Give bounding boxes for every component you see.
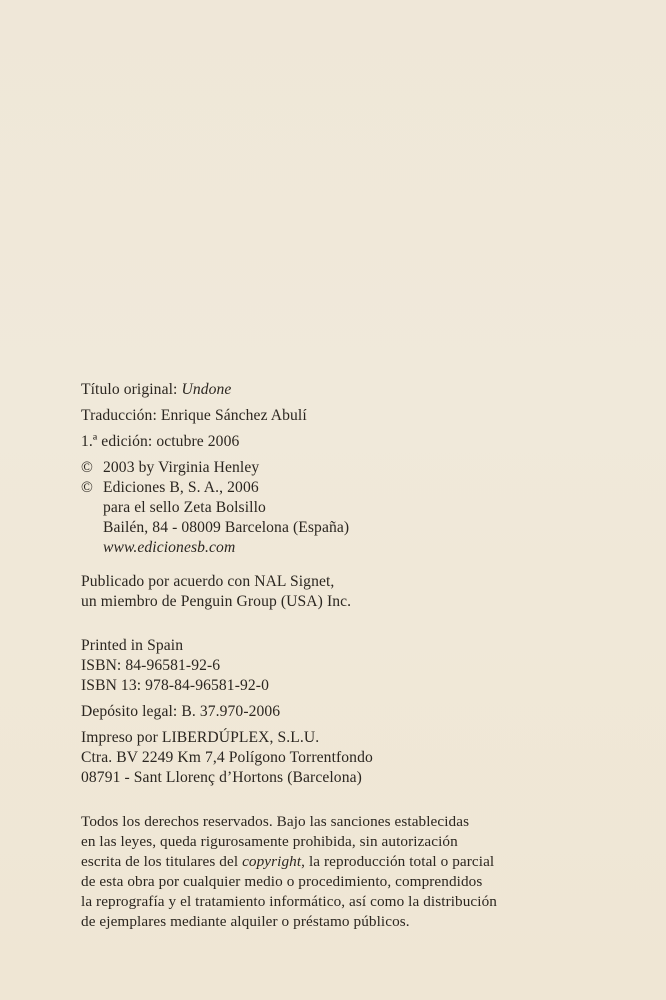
rights-line bbox=[81, 852, 641, 872]
rights-text: escrita de los titulares del bbox=[81, 853, 243, 870]
isbn: ISBN: 84-96581-92-6 bbox=[81, 657, 221, 674]
rights-line: de esta obra por cualquier medio o procedimiento, comprendidos bbox=[81, 873, 483, 890]
website-text: www.edicionesb.com bbox=[103, 539, 236, 556]
publisher-address: Bailén, 84 - 08009 Barcelona (España) bbox=[103, 519, 350, 536]
agreement-line-1: Publicado por acuerdo con NAL Signet, bbox=[81, 573, 335, 590]
original-title-label: Título original: bbox=[81, 381, 182, 398]
printer-line-1: Impreso por LIBERDÚPLEX, S.L.U. bbox=[81, 729, 320, 746]
rights-line: la reprografía y el tratamiento informático, así como la distribución bbox=[81, 893, 497, 910]
original-title bbox=[81, 380, 641, 400]
copyright-page bbox=[81, 380, 641, 932]
imprint-line: para el sello Zeta Bolsillo bbox=[103, 499, 266, 516]
rights-line: en las leyes, queda rigurosamente prohibida, sin autorización bbox=[81, 833, 458, 850]
rights-line: Todos los derechos reservados. Bajo las sanciones establecidas bbox=[81, 813, 470, 830]
agreement-line-2: un miembro de Penguin Group (USA) Inc. bbox=[81, 593, 352, 610]
copyright-symbol: © bbox=[81, 479, 93, 496]
rights-notice bbox=[81, 812, 641, 932]
edition-line: 1.ª edición: octubre 2006 bbox=[81, 433, 240, 450]
printed-in: Printed in Spain bbox=[81, 637, 184, 654]
rights-line: de ejemplares mediante alquiler o préstamo públicos. bbox=[81, 913, 410, 930]
copyright-symbol: © bbox=[81, 459, 93, 476]
rights-text: , la reproducción total o parcial bbox=[301, 853, 495, 870]
isbn-13: ISBN 13: 978-84-96581-92-0 bbox=[81, 677, 269, 694]
legal-deposit: Depósito legal: B. 37.970-2006 bbox=[81, 703, 281, 720]
copyright-publisher-text: Ediciones B, S. A., 2006 bbox=[103, 479, 259, 496]
copyright-publisher bbox=[81, 478, 641, 498]
copyright-author-text: 2003 by Virginia Henley bbox=[103, 459, 260, 476]
copyright-author bbox=[81, 458, 641, 478]
printer-line-2: Ctra. BV 2249 Km 7,4 Polígono Torrentfondo bbox=[81, 749, 373, 766]
translation-credit: Traducción: Enrique Sánchez Abulí bbox=[81, 407, 307, 424]
publisher-website bbox=[81, 538, 641, 558]
rights-copyright-word: copyright bbox=[242, 853, 302, 870]
printer-line-3: 08791 - Sant Llorenç d’Hortons (Barcelona) bbox=[81, 769, 362, 786]
original-title-value: Undone bbox=[181, 381, 232, 398]
